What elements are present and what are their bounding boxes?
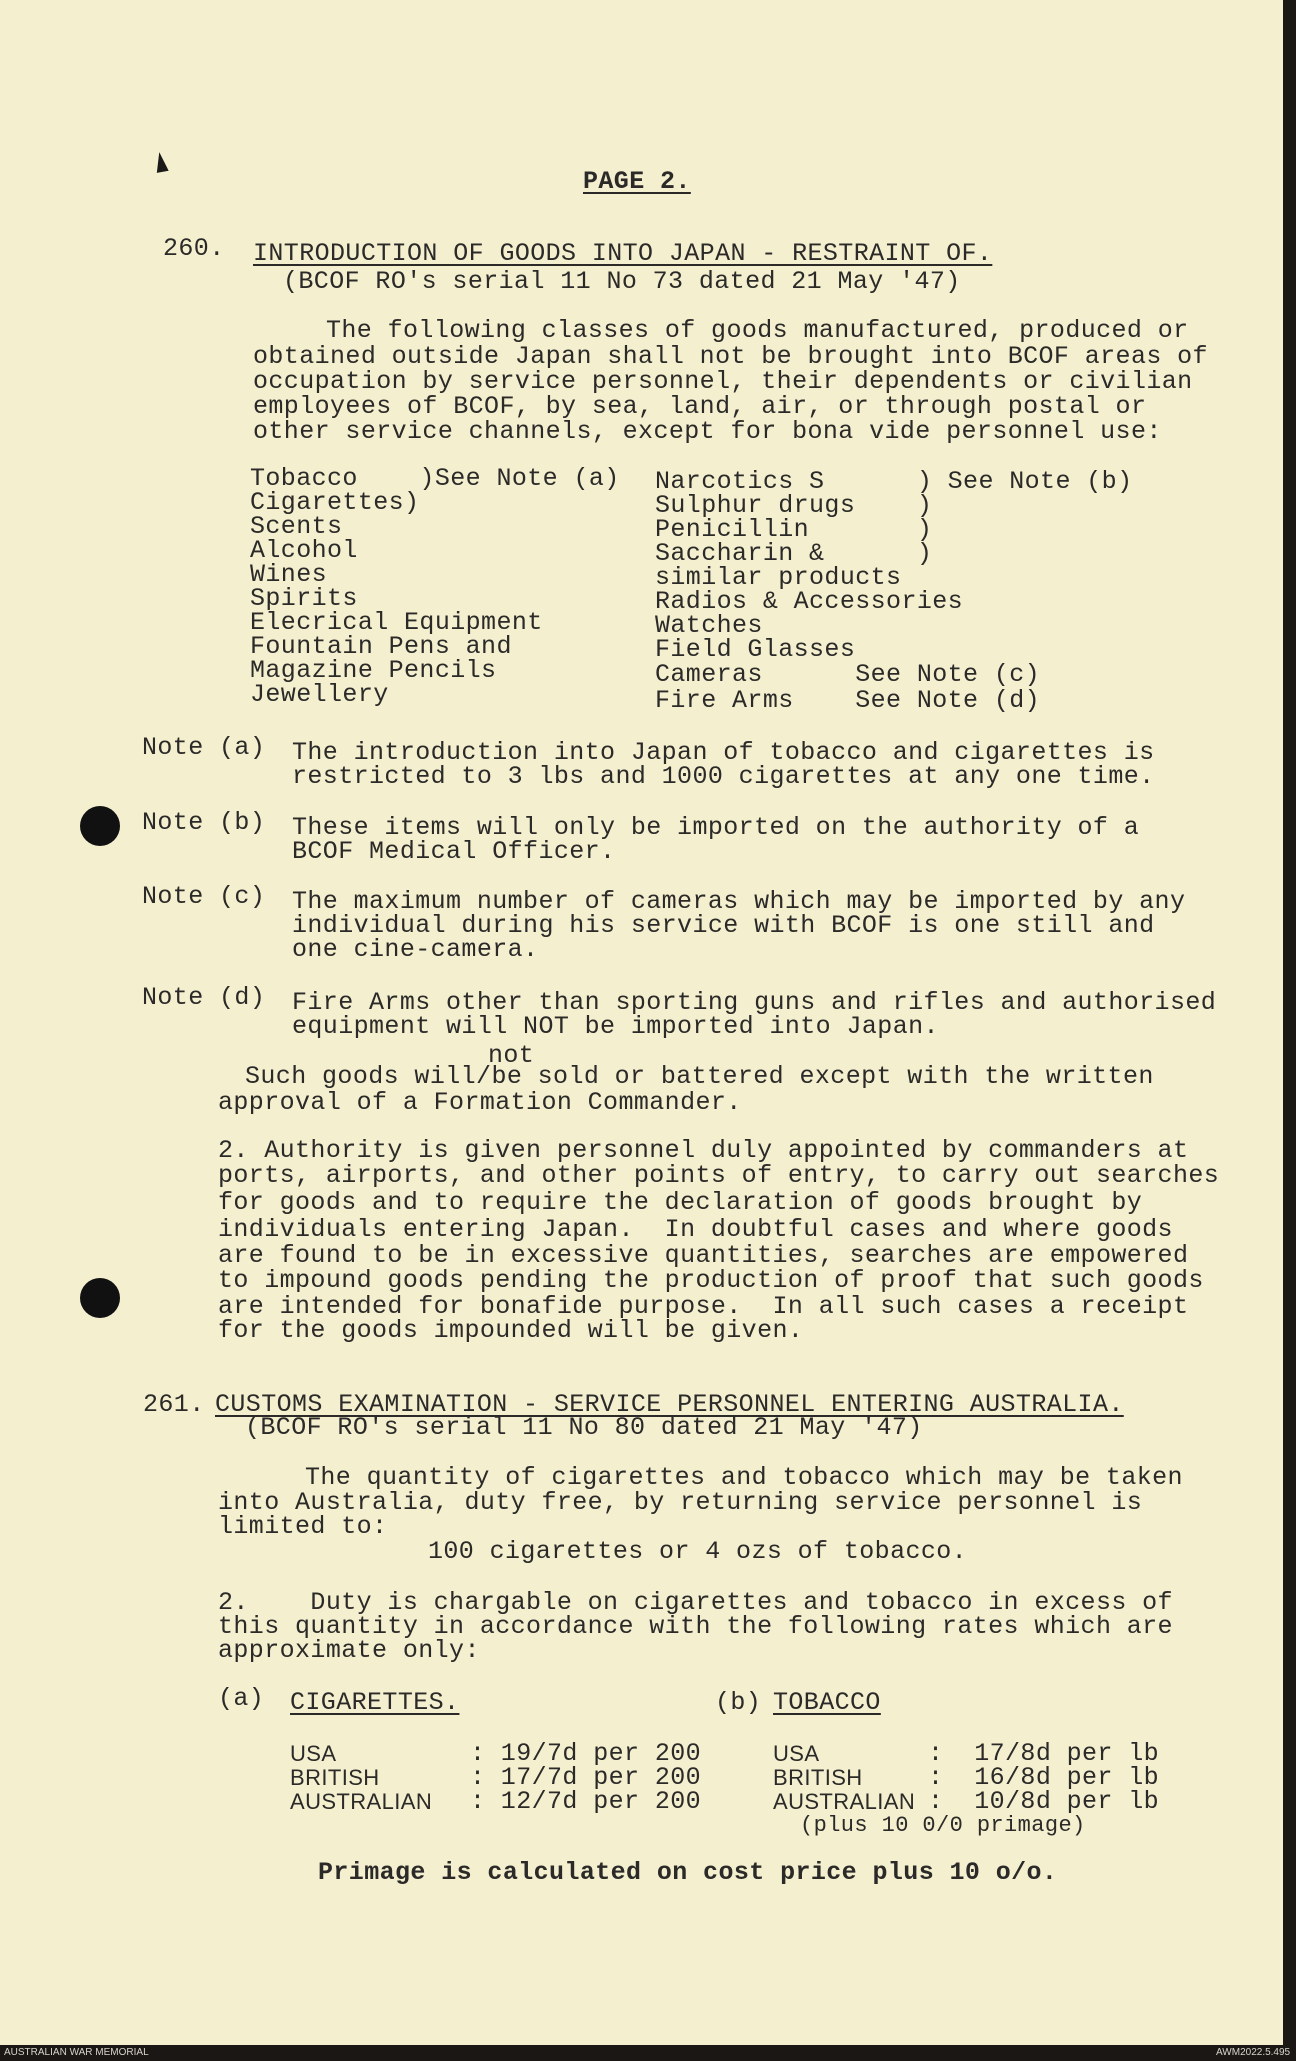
- item-261-title: CUSTOMS EXAMINATION - SERVICE PERSONNEL ENTERING AUSTRALIA.: [215, 1390, 1124, 1419]
- cig-rate-value: : 12/7d per 200: [470, 1787, 702, 1816]
- cig-rate-value: : 19/7d per 200: [470, 1739, 702, 1768]
- cig-rate-origin: USA: [290, 1741, 337, 1766]
- note-line: BCOF Medical Officer.: [292, 837, 616, 866]
- note-line: one cine-camera.: [292, 935, 539, 964]
- sold-line: approval of a Formation Commander.: [218, 1088, 742, 1117]
- item-260-para2-line: are intended for bonafide purpose. In all such cases a receipt: [218, 1292, 1189, 1321]
- note-label: Note (b): [142, 808, 266, 837]
- goods-right-item: Penicillin ): [655, 515, 933, 544]
- goods-right-item: Saccharin & ): [655, 539, 933, 568]
- goods-left-item: Tobacco )See Note (a): [250, 464, 620, 493]
- paper-mark: [153, 151, 168, 173]
- tob-rate-value: : 10/8d per lb: [928, 1787, 1160, 1816]
- goods-right-item: Radios & Accessories: [655, 587, 964, 616]
- item-261-intro-line: limited to:: [218, 1512, 388, 1541]
- goods-left-item: Alcohol: [250, 536, 358, 565]
- item-261-para2-line: approximate only:: [218, 1636, 480, 1665]
- note-label: Note (d): [142, 983, 266, 1012]
- allowance-line: 100 cigarettes or 4 ozs of tobacco.: [428, 1537, 968, 1566]
- item-260-intro-line: obtained outside Japan shall not be brought into BCOF areas of: [253, 342, 1208, 371]
- goods-left-item: Fountain Pens and: [250, 632, 512, 661]
- goods-left-item: Wines: [250, 560, 328, 589]
- tob-rate-value: : 17/8d per lb: [928, 1739, 1160, 1768]
- goods-left-item: Spirits: [250, 584, 358, 613]
- page-header: PAGE 2.: [583, 167, 691, 196]
- tob-rate-origin: BRITISH: [773, 1765, 863, 1790]
- tob-rate-value: : 16/8d per lb: [928, 1763, 1160, 1792]
- goods-right-item: Cameras See Note (c): [655, 660, 1041, 689]
- item-260-reference: (BCOF RO's serial 11 No 73 dated 21 May '47): [283, 267, 961, 296]
- note-line: restricted to 3 lbs and 1000 cigarettes at any one time.: [292, 762, 1155, 791]
- item-260-para2-line: to impound goods pending the production of proof that such goods: [218, 1266, 1204, 1295]
- goods-right-item: Fire Arms See Note (d): [655, 686, 1041, 715]
- cigarettes-label: (a): [218, 1684, 265, 1713]
- item-261-reference: (BCOF RO's serial 11 No 80 dated 21 May '47): [245, 1413, 923, 1442]
- note-line: individual during his service with BCOF is one still and: [292, 911, 1155, 940]
- item-260-para2-line: are found to be in excessive quantities, searches are empowered: [218, 1241, 1189, 1270]
- goods-right-item: Watches: [655, 611, 763, 640]
- item-261-number: 261.: [143, 1390, 205, 1419]
- note-label: Note (a): [142, 733, 266, 762]
- item-260-para2-line: for the goods impounded will be given.: [218, 1316, 804, 1345]
- cigarettes-heading: CIGARETTES.: [290, 1688, 460, 1717]
- item-260-para2-line: ports, airports, and other points of entry, to carry out searches: [218, 1161, 1220, 1190]
- item-260-intro-line: The following classes of goods manufactured, produced or: [326, 316, 1189, 345]
- item-260-number: 260.: [163, 234, 225, 263]
- primage-line: Primage is calculated on cost price plus 10 o/o.: [318, 1858, 1058, 1887]
- sold-line: Such goods will/be sold or battered except with the written: [245, 1062, 1154, 1091]
- handwritten-insert: not: [488, 1041, 535, 1070]
- primage-note: (plus 10 0/0 primage): [800, 1813, 1086, 1838]
- goods-left-item: Elecrical Equipment: [250, 608, 543, 637]
- item-260-para2-line: individuals entering Japan. In doubtful cases and where goods: [218, 1215, 1173, 1244]
- cig-rate-origin: BRITISH: [290, 1765, 380, 1790]
- item-260-para2-line: for goods and to require the declaration of goods brought by: [218, 1188, 1143, 1217]
- note-label: Note (c): [142, 882, 266, 911]
- item-261-para2-line: this quantity in accordance with the following rates which are: [218, 1612, 1173, 1641]
- note-line: Fire Arms other than sporting guns and rifles and authorised: [292, 988, 1217, 1017]
- note-line: The maximum number of cameras which may be imported by any: [292, 887, 1186, 916]
- goods-right-item: Field Glasses: [655, 635, 856, 664]
- goods-right-item: Narcotics S ) See Note (b): [655, 467, 1133, 496]
- item-260-intro-line: occupation by service personnel, their dependents or civilian: [253, 367, 1193, 396]
- item-260-intro-line: employees of BCOF, by sea, land, air, or through postal or: [253, 392, 1147, 421]
- note-line: The introduction into Japan of tobacco and cigarettes is: [292, 738, 1155, 767]
- item-261-intro-line: into Australia, duty free, by returning service personnel is: [218, 1488, 1143, 1517]
- cig-rate-value: : 17/7d per 200: [470, 1763, 702, 1792]
- footer-left: AUSTRALIAN WAR MEMORIAL: [4, 2047, 149, 2058]
- goods-left-item: Cigarettes): [250, 488, 420, 517]
- note-line: These items will only be imported on the authority of a: [292, 813, 1140, 842]
- goods-left-item: Scents: [250, 512, 343, 541]
- punch-hole: [80, 806, 120, 846]
- item-260-intro-line: other service channels, except for bona vide personnel use:: [253, 417, 1162, 446]
- goods-left-item: Magazine Pencils: [250, 656, 497, 685]
- cig-rate-origin: AUSTRALIAN: [290, 1789, 433, 1814]
- footer-right: AWM2022.5.495: [1216, 2047, 1291, 2058]
- item-260-para2-line: 2. Authority is given personnel duly appointed by commanders at: [218, 1136, 1189, 1165]
- tob-rate-origin: USA: [773, 1741, 820, 1766]
- goods-right-item: similar products: [655, 563, 902, 592]
- note-line: equipment will NOT be imported into Japan.: [292, 1012, 939, 1041]
- tob-rate-origin: AUSTRALIAN: [773, 1789, 916, 1814]
- goods-left-item: Jewellery: [250, 680, 389, 709]
- item-260-title: INTRODUCTION OF GOODS INTO JAPAN - RESTRAINT OF.: [253, 239, 993, 268]
- tobacco-heading: TOBACCO: [773, 1688, 881, 1717]
- tobacco-label: (b): [715, 1688, 762, 1717]
- punch-hole: [80, 1278, 120, 1318]
- goods-right-item: Sulphur drugs ): [655, 491, 933, 520]
- item-261-intro-line: The quantity of cigarettes and tobacco which may be taken: [305, 1463, 1183, 1492]
- item-261-para2-line: 2. Duty is chargable on cigarettes and tobacco in excess of: [218, 1588, 1173, 1617]
